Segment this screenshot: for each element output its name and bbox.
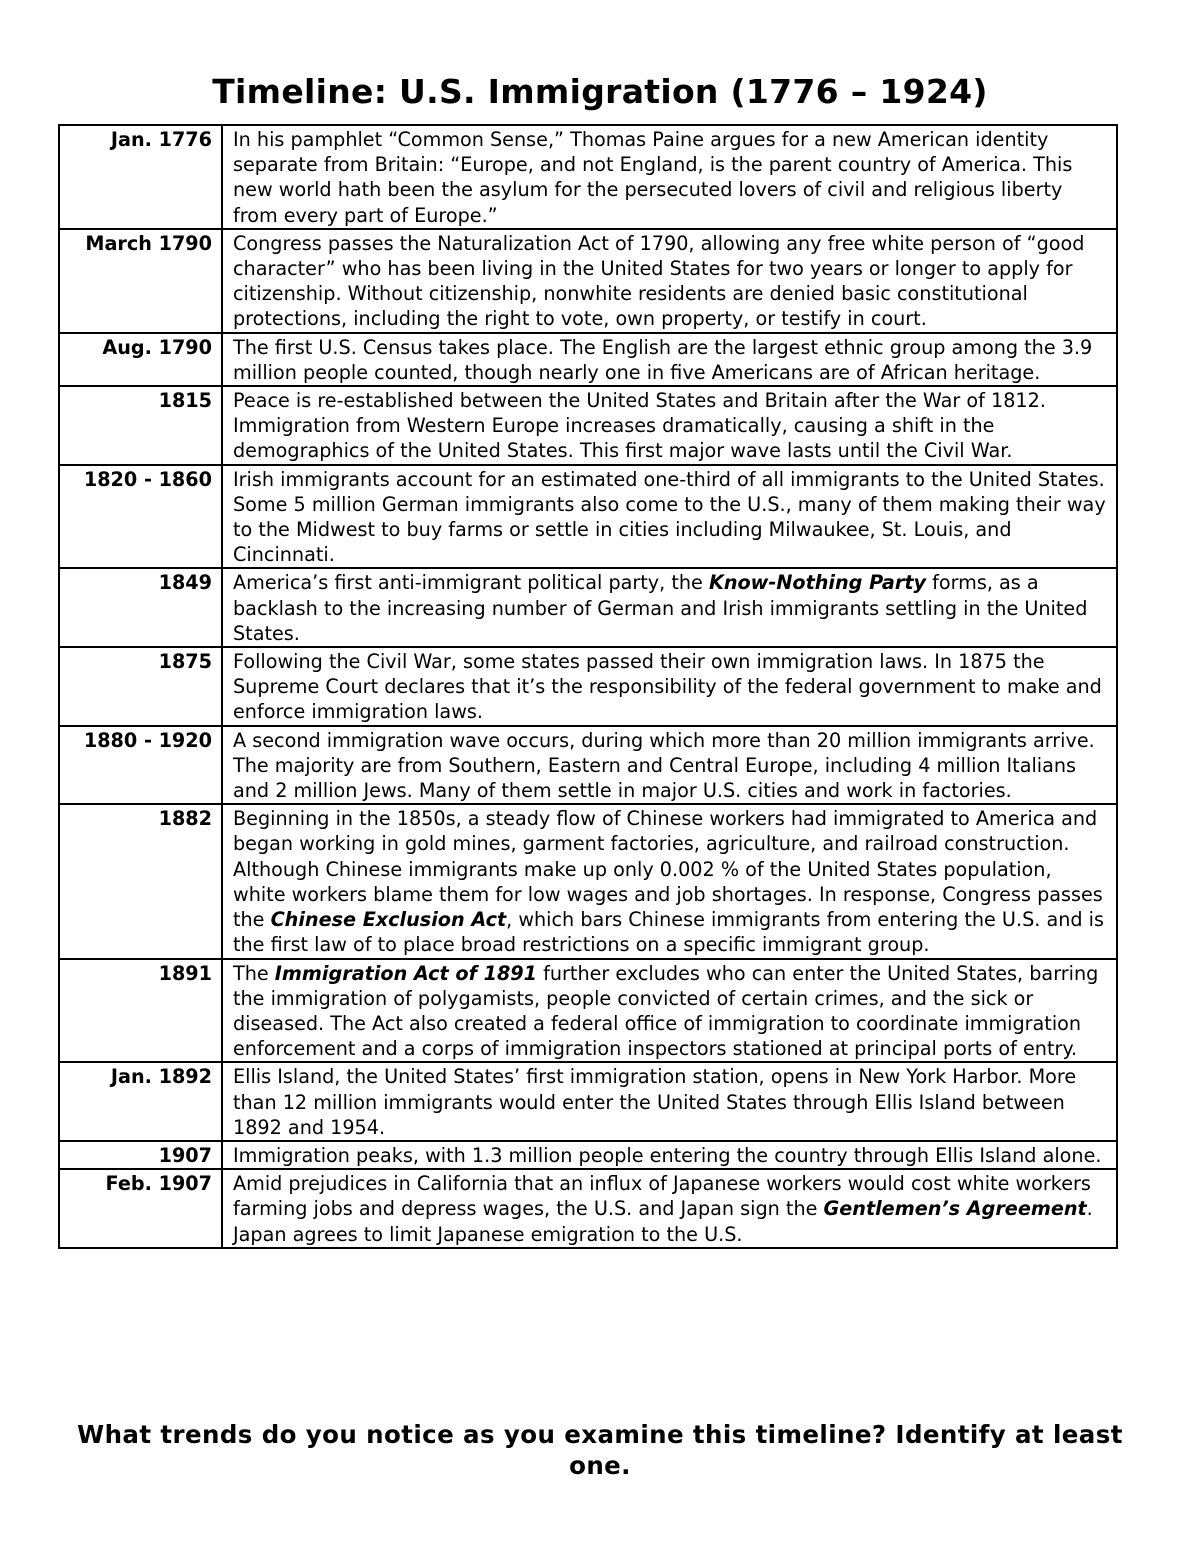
table-row xyxy=(59,333,1117,386)
date-cell: 1882 xyxy=(59,804,222,958)
table-row xyxy=(59,647,1117,726)
date-cell: 1849 xyxy=(59,568,222,647)
description-cell: Ellis Island, the United States’ first immigration station, opens in New York Harbor. More than 12 million immigrants would enter the United States through Ellis Island between 1892 and 1954. xyxy=(222,1062,1117,1141)
description-cell: Congress passes the Naturalization Act of 1790, allowing any free white person of “good character” who has been living in the United States for two years or longer to apply for citizenship. Without citizenship, nonwhite residents are denied basic constitutional protections, including the right to vote, own property, or testify in court. xyxy=(222,229,1117,333)
discussion-prompt: What trends do you notice as you examine this timeline? Identify at least one. xyxy=(77,1420,1123,1480)
table-row xyxy=(59,568,1117,647)
description-cell xyxy=(222,959,1117,1063)
table-row xyxy=(59,726,1117,805)
emphasized-term: Gentlemen’s Agreement xyxy=(823,1197,1087,1221)
table-row xyxy=(59,1141,1117,1169)
description-text: Amid prejudices in California that an influx of Japanese workers would cost white workers farming jobs and depress wages, the U.S. and Japan sign the xyxy=(233,1172,1091,1221)
date-cell: Jan. 1776 xyxy=(59,125,222,229)
description-cell: Immigration peaks, with 1.3 million people entering the country through Ellis Island alone. xyxy=(222,1141,1117,1169)
date-cell: Feb. 1907 xyxy=(59,1169,222,1248)
description-text: further excludes who can enter the United States, barring the immigration of polygamists, people convicted of certain crimes, and the sick or diseased. The Act also created a federal office of immigration to coordinate immigration enforcement and a corps of immigration inspectors stationed at principal ports of entry. xyxy=(233,961,1099,1061)
description-cell xyxy=(222,804,1117,958)
table-row xyxy=(59,1169,1117,1248)
emphasized-term: Chinese Exclusion Act xyxy=(270,908,507,932)
table-row xyxy=(59,1062,1117,1141)
description-cell: The first U.S. Census takes place. The English are the largest ethnic group among the 3.9 million people counted, though nearly one in five Americans are of African heritage. xyxy=(222,333,1117,386)
description-cell xyxy=(222,568,1117,647)
description-text: . Japan agrees to limit Japanese emigration to the U.S. xyxy=(233,1197,1093,1246)
description-cell: Peace is re-established between the United States and Britain after the War of 1812. Immigration from Western Europe increases dramatically, causing a shift in the demographics of the United States. This first major wave lasts until the Civil War. xyxy=(222,386,1117,465)
description-text: forms, as a backlash to the increasing number of German and Irish immigrants settling in the United States. xyxy=(233,571,1088,645)
date-cell: March 1790 xyxy=(59,229,222,333)
description-cell xyxy=(222,1169,1117,1248)
description-text: The xyxy=(233,961,275,985)
emphasized-term: Know-Nothing Party xyxy=(708,571,927,595)
description-cell: Following the Civil War, some states passed their own immigration laws. In 1875 the Supreme Court declares that it’s the responsibility of the federal government to make and enforce immigration laws. xyxy=(222,647,1117,726)
timeline-table xyxy=(58,124,1118,1249)
table-row xyxy=(59,125,1117,229)
description-cell: Irish immigrants account for an estimated one-third of all immigrants to the United States. Some 5 million German immigrants also come to the U.S., many of them making their way to the Midwest to buy farms or settle in cities including Milwaukee, St. Louis, and Cincinnati. xyxy=(222,465,1117,569)
date-cell: 1815 xyxy=(59,386,222,465)
description-cell: In his pamphlet “Common Sense,” Thomas Paine argues for a new American identity separate from Britain: “Europe, and not England, is the parent country of America. This new world hath been the asylum for the persecuted lovers of civil and religious liberty from every part of Europe.” xyxy=(222,125,1117,229)
date-cell: Aug. 1790 xyxy=(59,333,222,386)
date-cell: Jan. 1892 xyxy=(59,1062,222,1141)
description-text: Beginning in the 1850s, a steady flow of Chinese workers had immigrated to America and began working in gold mines, garment factories, agriculture, and railroad construction. Although Chinese immigrants make up only 0.002 % of the United States population, white workers blame them for low wages and job shortages. In response, Congress passes the xyxy=(233,807,1103,932)
page-title: Timeline: U.S. Immigration (1776 – 1924) xyxy=(212,72,988,111)
table-row xyxy=(59,465,1117,569)
description-cell: A second immigration wave occurs, during which more than 20 million immigrants arrive. The majority are from Southern, Eastern and Central Europe, including 4 million Italians and 2 million Jews. Many of them settle in major U.S. cities and work in factories. xyxy=(222,726,1117,805)
date-cell: 1875 xyxy=(59,647,222,726)
date-cell: 1891 xyxy=(59,959,222,1063)
table-row xyxy=(59,386,1117,465)
date-cell: 1820 - 1860 xyxy=(59,465,222,569)
emphasized-term: Immigration Act of 1891 xyxy=(274,961,538,985)
table-row xyxy=(59,959,1117,1063)
table-row xyxy=(59,229,1117,333)
date-cell: 1880 - 1920 xyxy=(59,726,222,805)
description-text: , which bars Chinese immigrants from entering the U.S. and is the first law of to place broad restrictions on a specific immigrant group. xyxy=(233,908,1104,957)
date-cell: 1907 xyxy=(59,1141,222,1169)
description-text: America’s first anti-immigrant political party, the xyxy=(233,571,709,595)
table-row xyxy=(59,804,1117,958)
